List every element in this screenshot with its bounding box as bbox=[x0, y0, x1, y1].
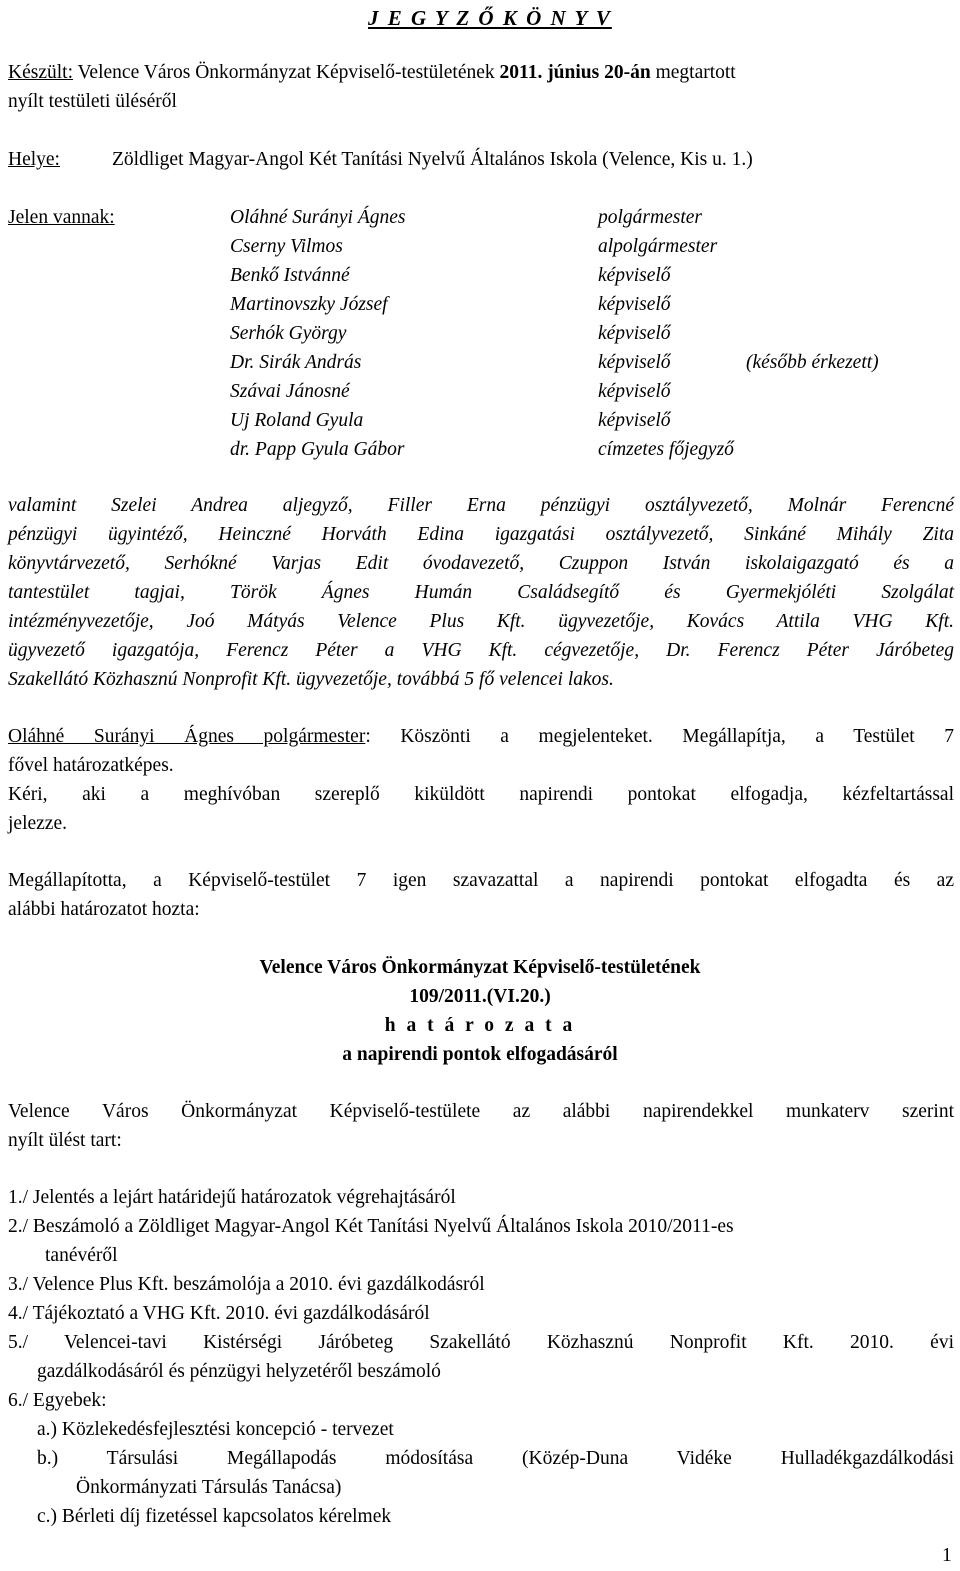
established-line-1: Megállapította, a Képviselő-testület 7 igen szavazattal a napirendi pontokat elfogadta és az bbox=[8, 870, 954, 891]
page-number: 1 bbox=[942, 1545, 952, 1566]
attendee-role: alpolgármester bbox=[598, 236, 718, 257]
mayor-speaker: Oláhné Surányi Ágnes polgármester bbox=[8, 726, 366, 747]
guests-line: Szakellátó Közhasznú Nonprofit Kft. ügyvezetője, továbbá 5 fő velencei lakos. bbox=[8, 669, 614, 690]
attendee-role: képviselő bbox=[598, 265, 671, 286]
established-line-2: alábbi határozatot hozta: bbox=[8, 899, 200, 920]
attendee-name: Benkő Istvánné bbox=[230, 265, 350, 286]
attendee-role: képviselő bbox=[598, 294, 671, 315]
resolution-word: h a t á r o z a t a bbox=[384, 1015, 576, 1036]
present-label: Jelen vannak: bbox=[8, 207, 115, 228]
attendee-role: címzetes főjegyző bbox=[598, 439, 734, 460]
attendee-name: Martinovszky József bbox=[230, 294, 388, 315]
attendee-role: képviselő bbox=[598, 381, 671, 402]
attendee-name: Szávai Jánosné bbox=[230, 381, 350, 402]
agenda-item: 5./ Velencei-tavi Kistérségi Járóbeteg Szakellátó Közhasznú Nonprofit Kft. 2010. évi bbox=[8, 1332, 954, 1353]
agenda-intro-line-1: Velence Város Önkormányzat Képviselő-testülete az alábbi napirendekkel munkaterv szerint bbox=[8, 1101, 954, 1122]
guests-line: pénzügyi ügyintéző, Heinczné Horváth Edina igazgatási osztályvezető, Sinkáné Mihály Zita bbox=[8, 524, 954, 545]
agenda-subitem: b.) Társulási Megállapodás módosítása (Közép-Duna Vidéke Hulladékgazdálkodási bbox=[37, 1448, 954, 1469]
agenda-intro-line-2: nyílt ülést tart: bbox=[8, 1130, 122, 1151]
mayor-line-2: fővel határozatképes. bbox=[8, 755, 174, 776]
attendee-role: képviselő bbox=[598, 410, 671, 431]
attendee-role: képviselő bbox=[598, 352, 671, 373]
agenda-item: 1./ Jelentés a lejárt határidejű határozatok végrehajtásáról bbox=[8, 1187, 456, 1208]
made-line-2: nyílt testületi üléséről bbox=[8, 91, 177, 112]
made-text-end: megtartott bbox=[655, 62, 736, 83]
mayor-line-4: jelezze. bbox=[8, 813, 67, 834]
made-date: 2011. június 20-án bbox=[499, 62, 651, 83]
attendee-role: képviselő bbox=[598, 323, 671, 344]
guests-line: valamint Szelei Andrea aljegyző, Filler Erna pénzügyi osztályvezető, Molnár Ferencné bbox=[8, 495, 954, 516]
agenda-item: 2./ Beszámoló a Zöldliget Magyar-Angol Két Tanítási Nyelvű Általános Iskola 2010/2011-es bbox=[8, 1216, 734, 1237]
place-label: Helye: bbox=[8, 149, 60, 170]
attendee-role: polgármester bbox=[598, 207, 702, 228]
agenda-subitem: a.) Közlekedésfejlesztési koncepció - tervezet bbox=[37, 1419, 394, 1440]
guests-line: könyvtárvezető, Serhókné Varjas Edit óvodavezető, Czuppon István iskolaigazgató és a bbox=[8, 553, 954, 574]
agenda-subitem-cont: Önkormányzati Társulás Tanácsa) bbox=[76, 1477, 342, 1498]
made-text: Velence Város Önkormányzat Képviselő-testületének bbox=[77, 62, 495, 83]
mayor-line-3: Kéri, aki a meghívóban szereplő kiküldött napirendi pontokat elfogadja, kézfeltartással bbox=[8, 784, 954, 805]
mayor-text: : Köszönti a megjelenteket. Megállapítja, a Testület 7 bbox=[365, 726, 955, 747]
agenda-subitem: c.) Bérleti díj fizetéssel kapcsolatos kérelmek bbox=[37, 1506, 392, 1527]
guests-line: intézményvezetője, Joó Mátyás Velence Plus Kft. ügyvezetője, Kovács Attila VHG Kft. bbox=[8, 611, 954, 632]
place-text: Zöldliget Magyar-Angol Két Tanítási Nyelvű Általános Iskola (Velence, Kis u. 1.) bbox=[112, 149, 753, 170]
attendee-name: dr. Papp Gyula Gábor bbox=[230, 439, 405, 460]
attendee-note: (később érkezett) bbox=[746, 352, 879, 373]
resolution-body: Velence Város Önkormányzat Képviselő-testületének bbox=[259, 957, 701, 978]
resolution-number: 109/2011.(VI.20.) bbox=[409, 986, 551, 1007]
made-label: Készült: bbox=[8, 62, 73, 83]
made-line-1 bbox=[8, 58, 736, 87]
attendee-name: Oláhné Surányi Ágnes bbox=[230, 207, 406, 228]
agenda-item: 3./ Velence Plus Kft. beszámolója a 2010. évi gazdálkodásról bbox=[8, 1274, 485, 1295]
attendee-name: Cserny Vilmos bbox=[230, 236, 343, 257]
agenda-item: 4./ Tájékoztató a VHG Kft. 2010. évi gazdálkodásáról bbox=[8, 1303, 430, 1324]
resolution-subject: a napirendi pontok elfogadásáról bbox=[342, 1044, 618, 1065]
agenda-item: 6./ Egyebek: bbox=[8, 1390, 107, 1411]
attendee-name: Dr. Sirák András bbox=[230, 352, 362, 373]
mayor-line-1 bbox=[8, 722, 954, 751]
attendee-name: Serhók György bbox=[230, 323, 347, 344]
agenda-item-cont: gazdálkodásáról és pénzügyi helyzetéről beszámoló bbox=[37, 1361, 441, 1382]
agenda-item-cont: tanévéről bbox=[45, 1245, 118, 1266]
guests-line: tantestület tagjai, Török Ágnes Humán Családsegítő és Gyermekjóléti Szolgálat bbox=[8, 582, 954, 603]
document-title: J E G Y Z Ő K Ö N Y V bbox=[368, 6, 612, 30]
guests-line: ügyvezető igazgatója, Ferencz Péter a VHG Kft. cégvezetője, Dr. Ferencz Péter Járóbeteg bbox=[8, 640, 954, 661]
attendee-name: Uj Roland Gyula bbox=[230, 410, 364, 431]
